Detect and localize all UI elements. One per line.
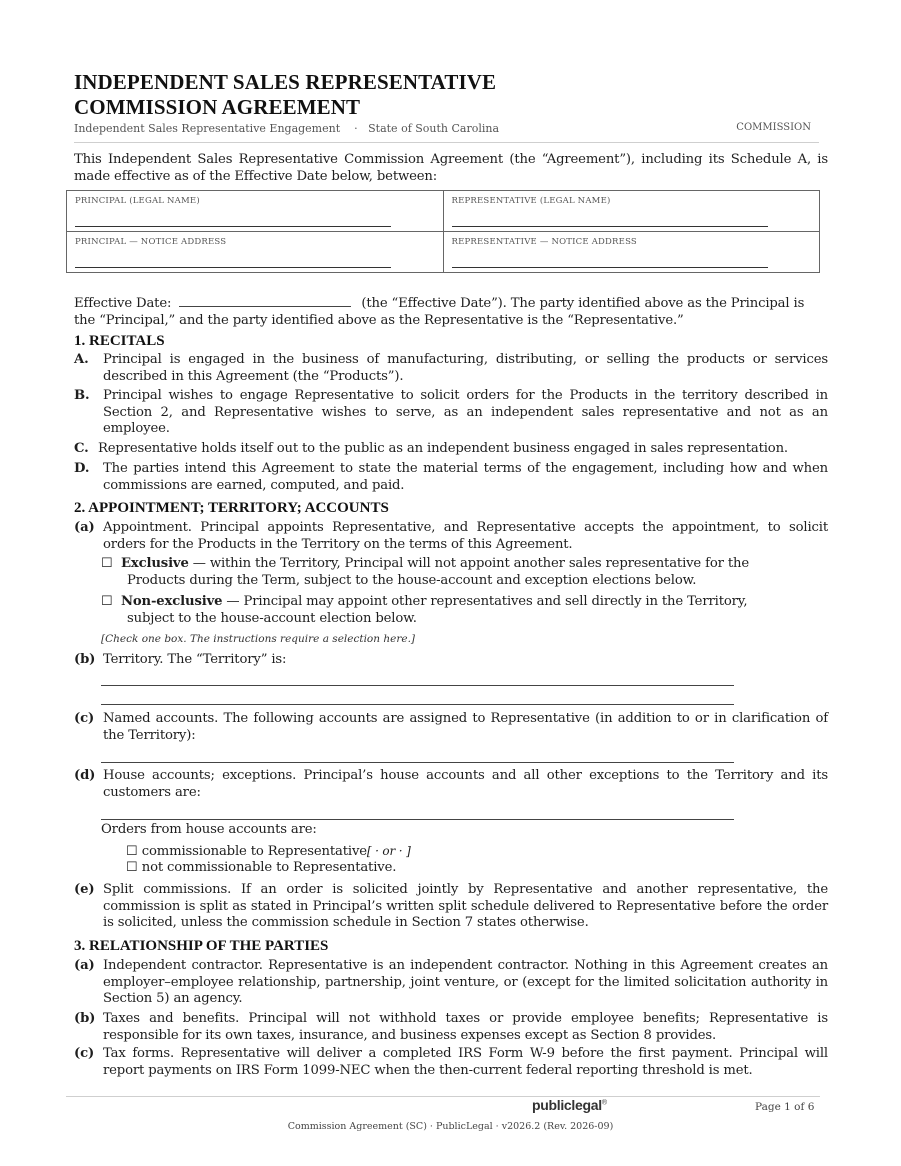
recital-a-text: Principal is engaged in the business of manufacturing, distributing, or selling the products or services described in this Agreement (the “Products”). [103, 352, 828, 384]
clause-3c [74, 1046, 828, 1079]
exclusive-text-2: Products during the Term, subject to the house-account and exception elections below. [127, 572, 697, 588]
exclusive-label: Exclusive [121, 556, 189, 571]
clause-2d [74, 768, 828, 801]
clause-3a-mark: (a) [74, 958, 95, 973]
intro-paragraph: This Independent Sales Representative Commission Agreement (the “Agreement”), including its Schedule A, is made effective as of the Effective Date below, between: [74, 152, 828, 184]
house-option-2-text: not commissionable to Representative. [141, 860, 397, 875]
clause-2c-text: Named accounts. The following accounts are assigned to Representative (in addition to or in clarification of the Territory): [103, 711, 828, 743]
representative-name-cell[interactable] [443, 191, 820, 232]
house-option-2-checkbox[interactable]: ☐ [126, 860, 138, 875]
representative-name-label: REPRESENTATIVE (LEGAL NAME) [451, 196, 611, 206]
clause-2a [74, 520, 828, 553]
effective-date-paragraph [74, 294, 828, 329]
clause-3c-mark: (c) [74, 1046, 95, 1061]
clause-3b-mark: (b) [74, 1011, 96, 1026]
clause-2e [74, 882, 828, 932]
representative-name-line[interactable] [452, 226, 768, 227]
clause-2e-mark: (e) [74, 882, 95, 897]
clause-2a-text: Appointment. Principal appoints Representative, and Representative accepts the appointment, to solicit orders for the Products in the Territory on the terms of this Agreement. [103, 520, 828, 552]
nonexclusive-option[interactable] [101, 594, 801, 627]
section-2-heading: 2. APPOINTMENT; TERRITORY; ACCOUNTS [74, 500, 389, 516]
clause-2c-mark: (c) [74, 711, 95, 726]
clause-2b-text: Territory. The “Territory” is: [103, 652, 287, 667]
document-subheader [74, 122, 811, 135]
principal-address-label: PRINCIPAL — NOTICE ADDRESS [75, 237, 227, 247]
effective-date-field[interactable] [179, 294, 351, 307]
territory-line-2[interactable] [101, 704, 734, 705]
principal-name-label: PRINCIPAL (LEGAL NAME) [75, 196, 200, 206]
representative-address-cell[interactable] [443, 232, 820, 273]
house-option-1-checkbox[interactable]: ☐ [126, 844, 138, 859]
house-accounts-line[interactable] [101, 819, 734, 820]
effective-date-text-2: the “Principal,” and the party identified above as the Representative is the “Representative.” [74, 312, 684, 328]
subtitle: Independent Sales Representative Engagement [74, 122, 341, 135]
recital-b-text: Principal wishes to engage Representative to solicit orders for the Products in the territory described in Section 2, and Representative wishes to serve, as an independent sales representative and not as an employee. [103, 388, 828, 436]
principal-name-line[interactable] [75, 226, 391, 227]
clause-3a [74, 958, 828, 1008]
recital-b-mark: B. [74, 388, 90, 403]
recital-d-text: The parties intend this Agreement to state the material terms of the engagement, including how and when commissions are earned, computed, and paid. [103, 461, 828, 493]
clause-3a-text: Independent contractor. Representative is an independent contractor. Nothing in this Agreement creates an employer–employee relationship, partnership, joint venture, or (except for the limited solicitation authority in Section 5) an agency. [103, 958, 828, 1006]
nonexclusive-label: Non-exclusive [121, 594, 223, 609]
state-label: State of South Carolina [368, 122, 500, 135]
territory-line-1[interactable] [101, 685, 734, 686]
effective-date-text: (the “Effective Date”). The party identified above as the Principal is [361, 296, 805, 311]
clause-2d-mark: (d) [74, 768, 96, 783]
separator: · [354, 122, 358, 135]
principal-address-line[interactable] [75, 267, 391, 268]
house-option-1-text: commissionable to Representative [141, 844, 367, 859]
header-rule [74, 142, 819, 143]
recital-c-text: Representative holds itself out to the public as an independent business engaged in sales representation. [98, 441, 788, 456]
named-accounts-line[interactable] [101, 762, 734, 763]
exclusive-checkbox[interactable]: ☐ [101, 556, 113, 571]
exclusive-text: — within the Territory, Principal will not appoint another sales representative for the [192, 556, 749, 571]
exclusive-option[interactable] [101, 556, 801, 589]
page-number: Page 1 of 6 [755, 1101, 815, 1113]
clause-2a-mark: (a) [74, 520, 95, 535]
recital-d-mark: D. [74, 461, 90, 476]
clause-2b [74, 652, 828, 669]
document-title: INDEPENDENT SALES REPRESENTATIVE COMMISSION AGREEMENT [74, 70, 497, 119]
clause-3c-text: Tax forms. Representative will deliver a completed IRS Form W-9 before the first payment. Principal will report payments on IRS Form 1099-NEC when the then-current federal reporting threshold is met. [103, 1046, 828, 1078]
orders-label: Orders from house accounts are: [101, 822, 317, 837]
clause-2c [74, 711, 828, 744]
check-instruction-note: [Check one box. The instructions require a selection here.] [101, 633, 416, 645]
representative-address-label: REPRESENTATIVE — NOTICE ADDRESS [451, 237, 637, 247]
nonexclusive-text-2: subject to the house-account election below. [127, 610, 417, 626]
nonexclusive-text: — Principal may appoint other representatives and sell directly in the Territory, [226, 594, 748, 609]
clause-2b-mark: (b) [74, 652, 96, 667]
recital-a-mark: A. [74, 352, 89, 367]
publiclegal-logo: publiclegal® [532, 1097, 607, 1113]
principal-address-cell[interactable] [67, 232, 444, 273]
recital-c-mark: C. [74, 441, 89, 456]
doc-tag: COMMISSION [736, 122, 811, 133]
house-option-1-note: [ · or · ] [366, 844, 411, 858]
house-option-2[interactable] [126, 860, 396, 877]
parties-table [66, 190, 820, 273]
recital-b [74, 388, 828, 438]
clause-2e-text: Split commissions. If an order is solicited jointly by Representative and another representative, the commission is split as stated in Principal’s written split schedule delivered to Representative before the order is solicited, unless the commission schedule in Section 7 states otherwise. [103, 882, 828, 930]
nonexclusive-checkbox[interactable]: ☐ [101, 594, 113, 609]
house-option-1[interactable] [126, 843, 411, 861]
clause-2d-text: House accounts; exceptions. Principal’s house accounts and all other exceptions to the Territory and its customers are: [103, 768, 828, 800]
clause-3b [74, 1011, 828, 1044]
document-footer-id: Commission Agreement (SC) · PublicLegal · v2026.2 (Rev. 2026-09) [287, 1121, 614, 1132]
section-3-heading: 3. RELATIONSHIP OF THE PARTIES [74, 938, 329, 954]
recital-d [74, 461, 828, 494]
clause-3b-text: Taxes and benefits. Principal will not withhold taxes or provide employee benefits; Representative is responsible for its own taxes, insurance, and business expenses except as Section 8 provides. [103, 1011, 828, 1043]
section-1-heading: 1. RECITALS [74, 333, 165, 349]
footer-rule [66, 1096, 820, 1097]
representative-address-line[interactable] [452, 267, 768, 268]
recital-c [74, 441, 828, 458]
principal-name-cell[interactable] [67, 191, 444, 232]
recital-a [74, 352, 828, 385]
effective-date-label: Effective Date: [74, 296, 172, 311]
